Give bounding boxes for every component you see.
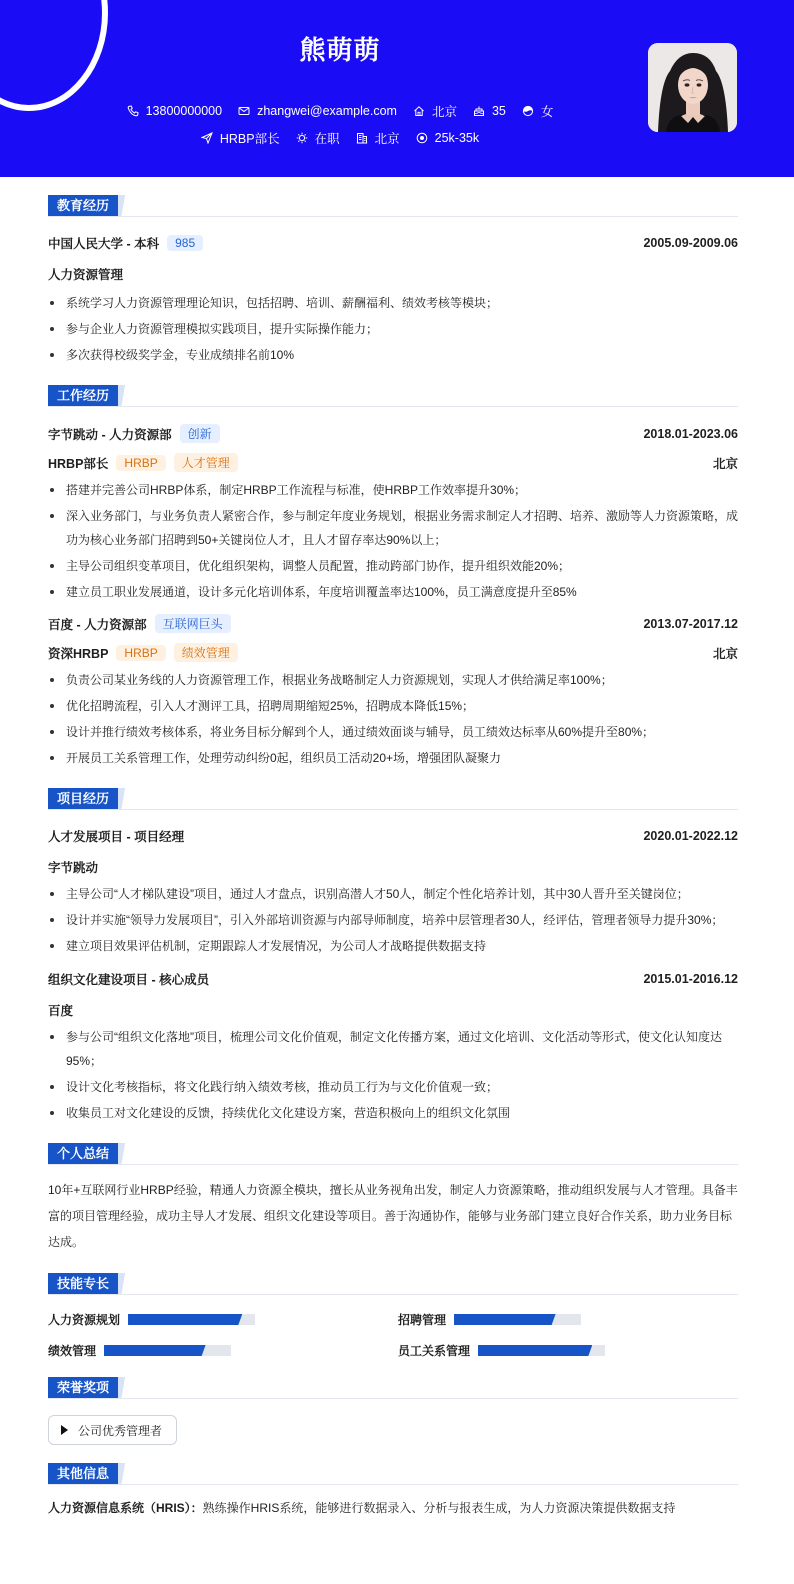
resume-header (0, 0, 794, 177)
project-org: 百度 (48, 1004, 74, 1018)
resume-body (48, 177, 738, 1519)
info-city: 北京 (413, 102, 457, 120)
education-bullets (48, 291, 738, 367)
project-name: 组织文化建设项目 - 核心成员 (48, 973, 210, 987)
list-item: 主导公司组织变革项目，优化组织架构，调整人员配置，推动跨部门协作，提升组织效能20%； (48, 554, 738, 578)
list-item: 设计并推行绩效考核体系，将业务目标分解到个人，通过绩效面谈与辅导，员工绩效达标率从60%提升至80%； (48, 720, 738, 744)
info-position: HRBP部长 (201, 129, 280, 147)
other-section (48, 1463, 738, 1519)
list-item: 搭建并完善公司HRBP体系，制定HRBP工作流程与标准，使HRBP工作效率提升30%； (48, 478, 738, 502)
project-header (48, 827, 738, 845)
info-work-city: 北京 (356, 129, 400, 147)
job-subheader (48, 453, 738, 472)
summary-text: 10年+互联网行业HRBP经验，精通人力资源全模块，擅长从业务视角出发，制定人力资源策略，推动组织发展与人才管理。具备丰富的项目管理经验，成功主导人才发展、组织文化建设等项目。善于沟通协作，能够与业务部门建立良好合作关系，助力业务目标达成。 (48, 1183, 738, 1249)
project-date: 2015.01-2016.12 (643, 972, 738, 986)
job-tag: 人才管理 (174, 453, 238, 472)
project-header (48, 970, 738, 988)
job-position: 资深HRBP (48, 646, 109, 661)
company-tag: 互联网巨头 (155, 614, 231, 633)
skill-bar (128, 1314, 255, 1325)
job-info-row (0, 129, 680, 147)
job-date: 2013.07-2017.12 (643, 616, 738, 631)
phone-icon (127, 105, 139, 117)
age-icon (473, 105, 485, 117)
honors-section (48, 1377, 738, 1445)
skill-bar (478, 1345, 605, 1356)
job-header (48, 614, 738, 633)
project-bullets (48, 1025, 738, 1125)
info-age: 35 (473, 104, 506, 118)
job-location: 北京 (712, 646, 738, 661)
email-icon (238, 105, 250, 117)
list-item: 参与公司“组织文化落地”项目，梳理公司文化价值观，制定文化传播方案，通过文化培训、文化活动等形式，使文化认知度达95%； (48, 1025, 738, 1073)
list-item: 建立项目效果评估机制，定期跟踪人才发展情况，为公司人才战略提供数据支持 (48, 934, 738, 958)
section-title: 个人总结 (48, 1143, 738, 1165)
job-bullets (48, 668, 738, 770)
list-item: 设计并实施“领导力发展项目”，引入外部培训资源与内部导师制度，培养中层管理者30人，经评估，管理者领导力提升30%； (48, 908, 738, 932)
building-icon (356, 132, 368, 144)
info-gender: 女 (522, 102, 554, 120)
project-org: 字节跳动 (48, 861, 99, 875)
skill-item: 绩效管理 (48, 1342, 398, 1359)
skill-bar (104, 1345, 231, 1356)
skills-section (48, 1273, 738, 1359)
play-icon (61, 1425, 68, 1435)
skills-grid (48, 1311, 738, 1359)
job-position: HRBP部长 (48, 456, 109, 471)
info-salary: 25k-35k (416, 131, 479, 145)
info-status: 在职 (296, 129, 340, 147)
list-item: 系统学习人力资源管理理论知识，包括招聘、培训、薪酬福利、绩效考核等模块； (48, 291, 738, 315)
education-header (48, 234, 738, 252)
education-date: 2005.09-2009.06 (643, 236, 738, 250)
project-date: 2020.01-2022.12 (643, 829, 738, 843)
job-header (48, 424, 738, 443)
list-item: 多次获得校级奖学金，专业成绩排名前10% (48, 343, 738, 367)
company-tag: 创新 (180, 424, 220, 443)
list-item: 参与企业人力资源管理模拟实践项目，提升实际操作能力； (48, 317, 738, 341)
list-item: 负责公司某业务线的人力资源管理工作，根据业务战略制定人力资源规划，实现人才供给满足率100%； (48, 668, 738, 692)
section-title: 教育经历 (48, 195, 738, 217)
gender-icon (522, 105, 534, 117)
list-item: 建立员工职业发展通道，设计多元化培训体系，年度培训覆盖率达100%，员工满意度提升至85% (48, 580, 738, 604)
company-name: 百度 - 人力资源部 (48, 617, 147, 632)
education-section (48, 195, 738, 367)
skill-item: 人力资源规划 (48, 1311, 398, 1328)
school-name: 中国人民大学 - 本科 (48, 237, 160, 251)
info-phone: 13800000000 (127, 104, 222, 118)
section-title: 技能专长 (48, 1273, 738, 1295)
project-bullets (48, 882, 738, 958)
other-info (48, 1497, 738, 1519)
other-label: 人力资源信息系统（HRIS）： (48, 1501, 203, 1515)
projects-section (48, 788, 738, 1125)
skill-item: 员工关系管理 (398, 1342, 738, 1359)
list-item: 设计文化考核指标，将文化践行纳入绩效考核，推动员工行为与文化价值观一致； (48, 1075, 738, 1099)
list-item: 优化招聘流程，引入人才测评工具，招聘周期缩短25%，招聘成本降低15%； (48, 694, 738, 718)
list-item: 收集员工对文化建设的反馈，持续优化文化建设方案，营造积极向上的组织文化氛围 (48, 1101, 738, 1125)
info-email[interactable]: zhangwei@example.com (238, 104, 397, 118)
company-name: 字节跳动 - 人力资源部 (48, 427, 172, 442)
skill-bar (454, 1314, 581, 1325)
other-text: 熟练操作HRIS系统，能够进行数据录入、分析与报表生成，为人力资源决策提供数据支持 (202, 1501, 676, 1515)
section-title: 项目经历 (48, 788, 738, 810)
avatar (648, 43, 737, 132)
list-item: 开展员工关系管理工作，处理劳动纠纷0起，组织员工活动20+场，增强团队凝聚力 (48, 746, 738, 770)
work-section (48, 385, 738, 770)
job-subheader (48, 643, 738, 662)
home-icon (413, 105, 425, 117)
section-title: 荣誉奖项 (48, 1377, 738, 1399)
job-date: 2018.01-2023.06 (643, 426, 738, 441)
school-tag: 985 (167, 235, 203, 251)
job-bullets (48, 478, 738, 604)
list-item: 深入业务部门，与业务负责人紧密合作，参与制定年度业务规划，根据业务需求制定人才招聘、培养、激励等人力资源策略，成功为核心业务部门招聘到50+关键岗位人才，且人才留存率达90%以上； (48, 504, 738, 552)
job-tag: HRBP (116, 455, 165, 471)
job-location: 北京 (712, 456, 738, 471)
section-title: 工作经历 (48, 385, 738, 407)
award-chip[interactable]: 公司优秀管理者 (48, 1415, 177, 1445)
major: 人力资源管理 (48, 268, 124, 282)
job-tag: 绩效管理 (174, 643, 238, 662)
candidate-name: 熊萌萌 (299, 35, 381, 65)
profile-photo (648, 43, 737, 132)
list-item: 主导公司“人才梯队建设”项目，通过人才盘点，识别高潜人才50人，制定个性化培养计划，其中30人晋升至关键岗位； (48, 882, 738, 906)
project-name: 人才发展项目 - 项目经理 (48, 830, 185, 844)
skill-item: 招聘管理 (398, 1311, 738, 1328)
salary-icon (416, 132, 428, 144)
job-tag: HRBP (116, 645, 165, 661)
status-icon (296, 132, 308, 144)
contact-row (0, 102, 680, 120)
send-icon (201, 132, 213, 144)
summary-section (48, 1143, 738, 1255)
section-title: 其他信息 (48, 1463, 738, 1485)
